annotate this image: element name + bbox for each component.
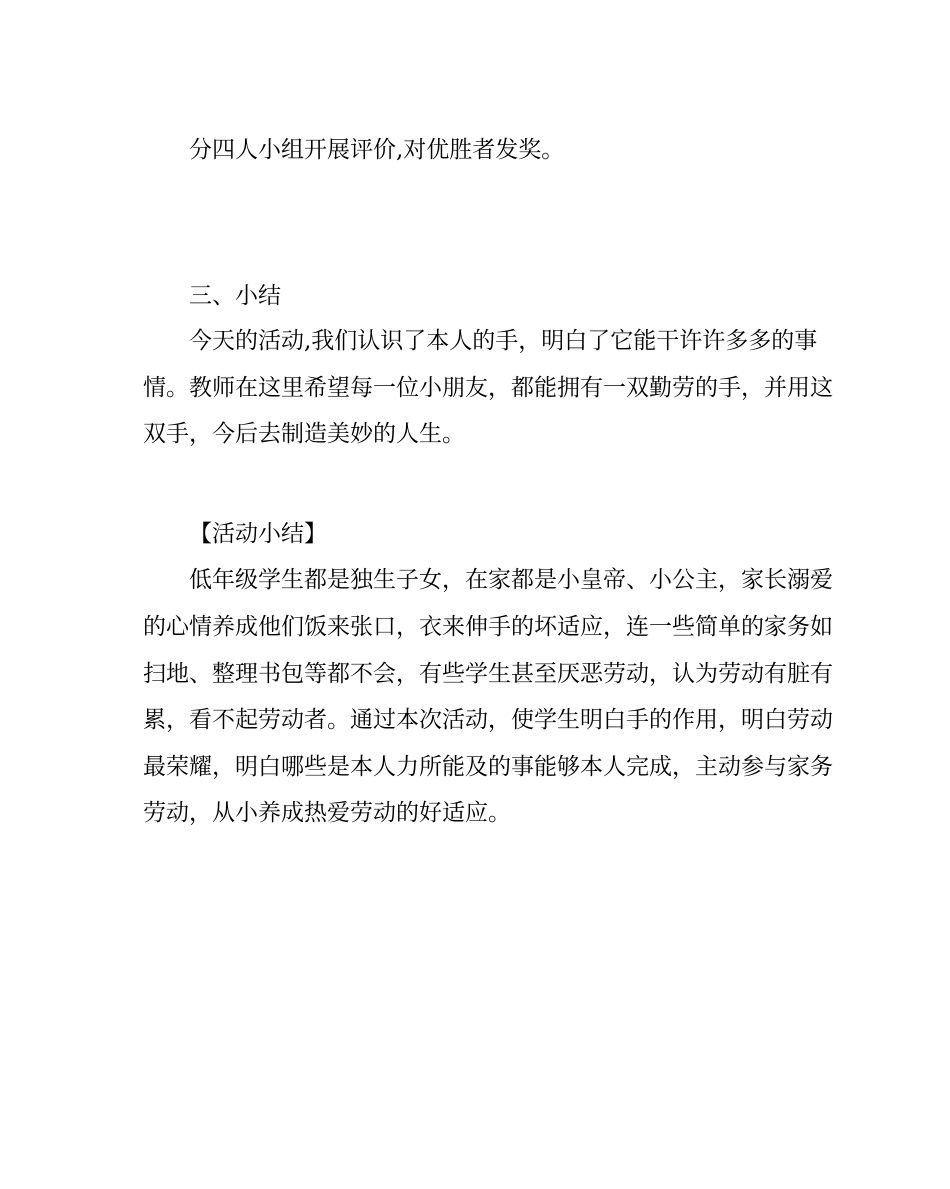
activity-paragraph-line-2: 的心情养成他们饭来张口，衣来伸手的坏适应，连一些简单的家务如 [143, 614, 833, 640]
activity-paragraph-line-6: 劳动，从小养成热爱劳动的好适应。 [143, 800, 511, 826]
section-heading-summary: 三、小结 [189, 283, 281, 309]
activity-summary-heading: 【活动小结】 [189, 521, 327, 547]
activity-paragraph-line-4: 累，看不起劳动者。通过本次活动，使学生明白手的作用，明白劳动 [143, 707, 833, 733]
evaluation-paragraph: 分四人小组开展评价,对优胜者发奖。 [189, 137, 565, 163]
activity-paragraph-line-3: 扫地、整理书包等都不会，有些学生甚至厌恶劳动，认为劳动有脏有 [143, 661, 833, 687]
summary-paragraph-line-2: 情。教师在这里希望每一位小朋友，都能拥有一双勤劳的手，并用这 [143, 375, 833, 401]
activity-paragraph-line-5: 最荣耀，明白哪些是本人力所能及的事能够本人完成，主动参与家务 [143, 754, 833, 780]
summary-paragraph-line-3: 双手，今后去制造美妙的人生。 [143, 421, 465, 447]
activity-paragraph-line-1: 低年级学生都是独生子女，在家都是小皇帝、小公主，家长溺爱 [189, 567, 833, 593]
summary-paragraph-line-1: 今天的活动,我们认识了本人的手，明白了它能干许许多多的事 [189, 328, 818, 354]
